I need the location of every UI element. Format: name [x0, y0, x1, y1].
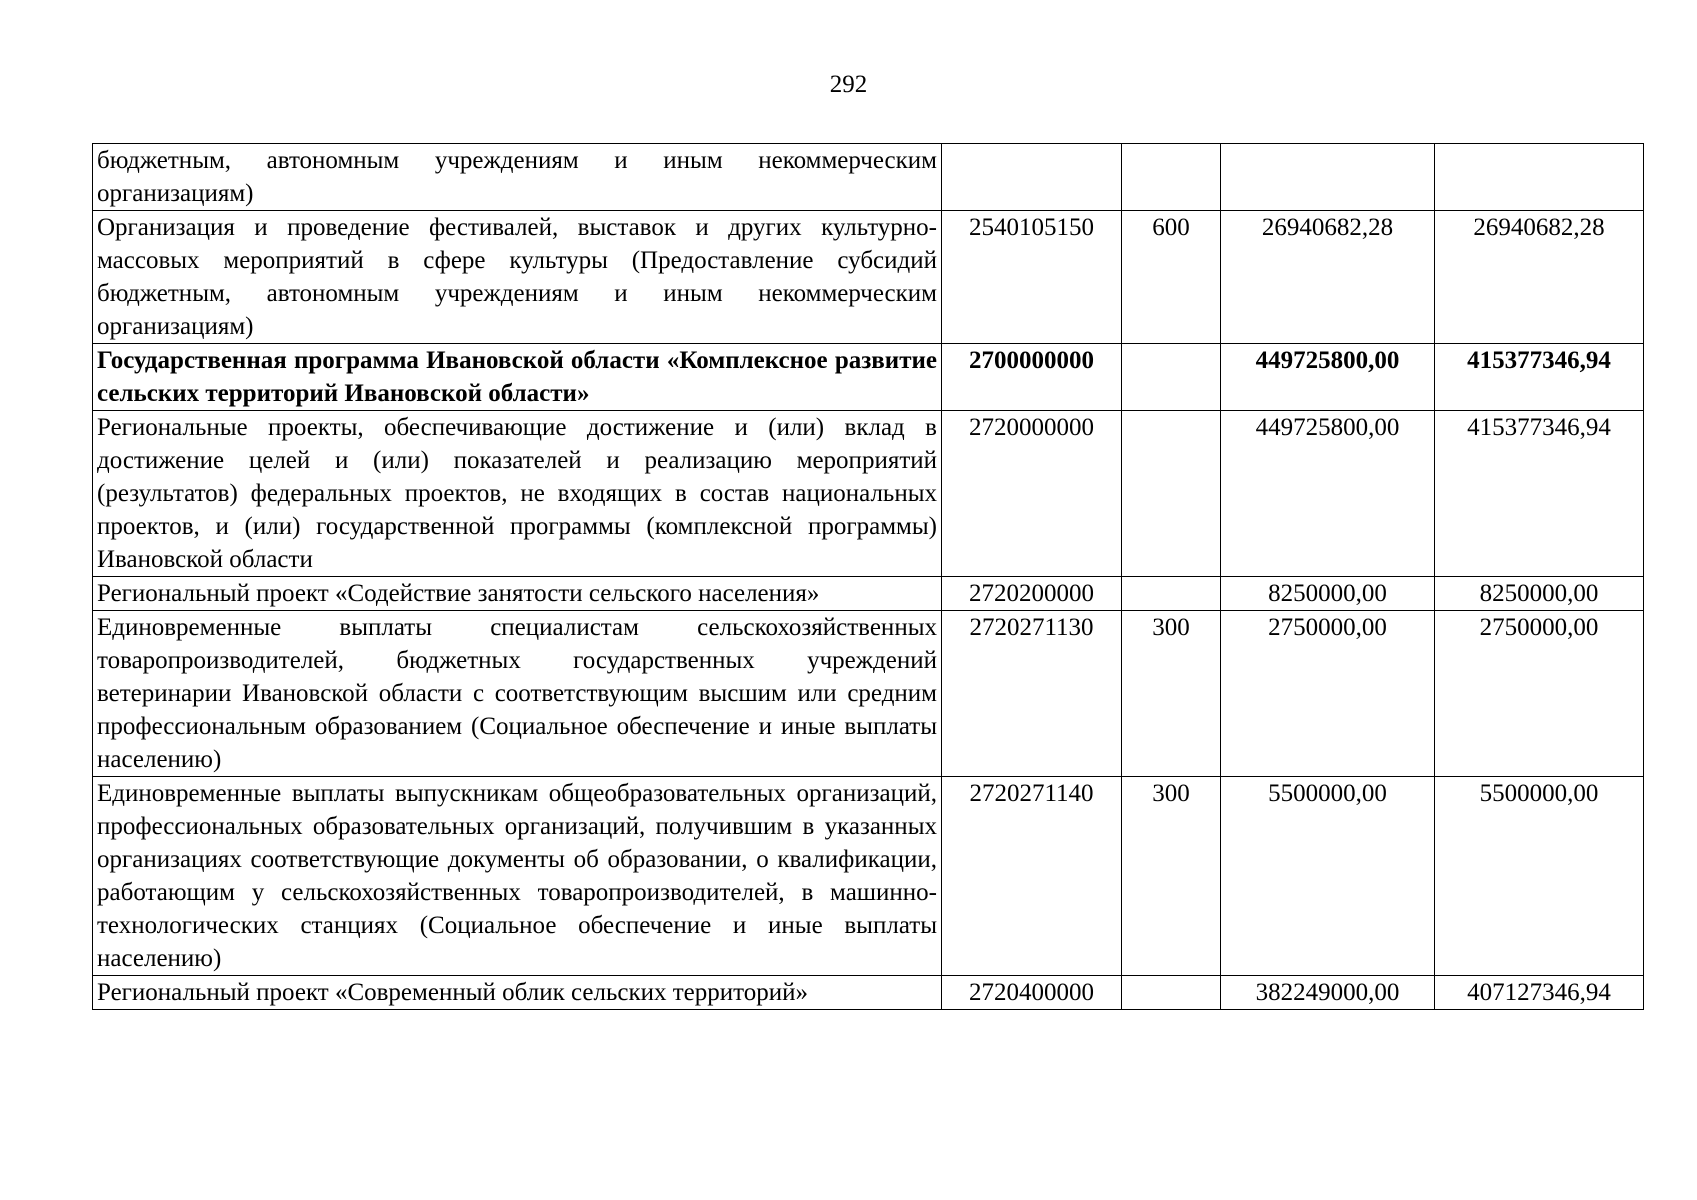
table-row	[93, 577, 1644, 611]
target-code-cell: 2720271140	[942, 777, 1122, 976]
target-code-cell: 2720271130	[942, 611, 1122, 777]
target-code-cell: 2720200000	[942, 577, 1122, 611]
amount-year1-cell: 449725800,00	[1221, 411, 1435, 577]
table-row	[93, 344, 1644, 411]
expense-type-cell	[1122, 144, 1221, 211]
expense-type-cell	[1122, 411, 1221, 577]
amount-year1-cell: 449725800,00	[1221, 344, 1435, 411]
item-name-cell: Организация и проведение фестивалей, выставок и других культурно-массовых мероприятий в сфере культуры (Предоставление субсидий бюджетным, автономным учреждениям и иным некоммерческим организациям)	[93, 211, 942, 344]
table-row	[93, 777, 1644, 976]
amount-year1-cell: 382249000,00	[1221, 976, 1435, 1010]
item-name-cell: бюджетным, автономным учреждениям и иным некоммерческим организациям)	[93, 144, 942, 211]
item-name-cell: Региональные проекты, обеспечивающие достижение и (или) вклад в достижение целей и (или) показателей и реализацию мероприятий (результатов) федеральных проектов, не входящих в состав национальных проектов, и (или) государственной программы (комплексной программы) Ивановской области	[93, 411, 942, 577]
target-code-cell: 2700000000	[942, 344, 1122, 411]
table-row	[93, 611, 1644, 777]
amount-year2-cell: 415377346,94	[1435, 344, 1644, 411]
amount-year2-cell: 5500000,00	[1435, 777, 1644, 976]
amount-year2-cell: 8250000,00	[1435, 577, 1644, 611]
target-code-cell: 2540105150	[942, 211, 1122, 344]
amount-year1-cell	[1221, 144, 1435, 211]
amount-year1-cell: 8250000,00	[1221, 577, 1435, 611]
item-name-cell: Региональный проект «Содействие занятости сельского населения»	[93, 577, 942, 611]
target-code-cell: 2720400000	[942, 976, 1122, 1010]
table-row	[93, 211, 1644, 344]
item-name-cell: Региональный проект «Современный облик сельских территорий»	[93, 976, 942, 1010]
expense-type-cell: 300	[1122, 611, 1221, 777]
expense-type-cell	[1122, 577, 1221, 611]
amount-year1-cell: 2750000,00	[1221, 611, 1435, 777]
expense-type-cell: 300	[1122, 777, 1221, 976]
page-number: 292	[829, 71, 868, 98]
budget-table	[92, 143, 1644, 1010]
amount-year1-cell: 26940682,28	[1221, 211, 1435, 344]
amount-year2-cell: 2750000,00	[1435, 611, 1644, 777]
expense-type-cell	[1122, 976, 1221, 1010]
amount-year1-cell: 5500000,00	[1221, 777, 1435, 976]
item-name-cell: Единовременные выплаты выпускникам общеобразовательных организаций, профессиональных образовательных организаций, получившим в указанных организациях соответствующие документы об образовании, о квалификации, работающим у сельскохозяйственных товаропроизводителей, в машинно-технологических станциях (Социальное обеспечение и иные выплаты населению)	[93, 777, 942, 976]
amount-year2-cell: 407127346,94	[1435, 976, 1644, 1010]
table-row	[93, 411, 1644, 577]
amount-year2-cell	[1435, 144, 1644, 211]
amount-year2-cell: 26940682,28	[1435, 211, 1644, 344]
expense-type-cell: 600	[1122, 211, 1221, 344]
target-code-cell: 2720000000	[942, 411, 1122, 577]
item-name-cell: Государственная программа Ивановской области «Комплексное развитие сельских территорий Ивановской области»	[93, 344, 942, 411]
expense-type-cell	[1122, 344, 1221, 411]
item-name-cell: Единовременные выплаты специалистам сельскохозяйственных товаропроизводителей, бюджетных государственных учреждений ветеринарии Ивановской области с соответствующим высшим или средним профессиональным образованием (Социальное обеспечение и иные выплаты населению)	[93, 611, 942, 777]
target-code-cell	[942, 144, 1122, 211]
table-row	[93, 976, 1644, 1010]
table-row	[93, 144, 1644, 211]
amount-year2-cell: 415377346,94	[1435, 411, 1644, 577]
